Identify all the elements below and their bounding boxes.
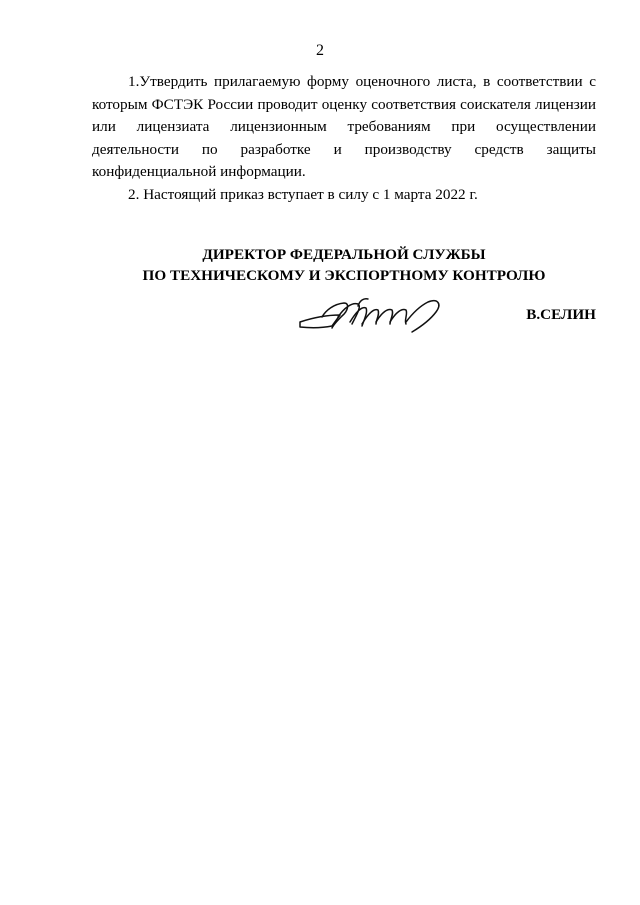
position-line-1: ДИРЕКТОР ФЕДЕРАЛЬНОЙ СЛУЖБЫ xyxy=(202,246,486,263)
signature-block xyxy=(92,245,596,354)
order-text xyxy=(92,71,596,207)
page-number: 2 xyxy=(316,42,324,59)
paragraph-2: 2. Настоящий приказ вступает в силу с 1 марта 2022 г. xyxy=(128,185,478,203)
signatory-position xyxy=(132,245,556,286)
signature-row xyxy=(92,294,596,354)
paragraph-1: 1.Утвердить прилагаемую форму оценочного листа, в соответствии с которым ФСТЭК России проводит оценку соответствия соискателя лицензии или лицензиата лицензионным требованиям при осуществлении деятельности по разработке и производству средств защиты конфиденциальной информации. xyxy=(92,73,596,181)
handwritten-signature-icon xyxy=(292,284,472,344)
position-line-2: ПО ТЕХНИЧЕСКОМУ И ЭКСПОРТНОМУ КОНТРОЛЮ xyxy=(142,266,546,284)
signatory-name: В.СЕЛИН xyxy=(526,306,596,323)
